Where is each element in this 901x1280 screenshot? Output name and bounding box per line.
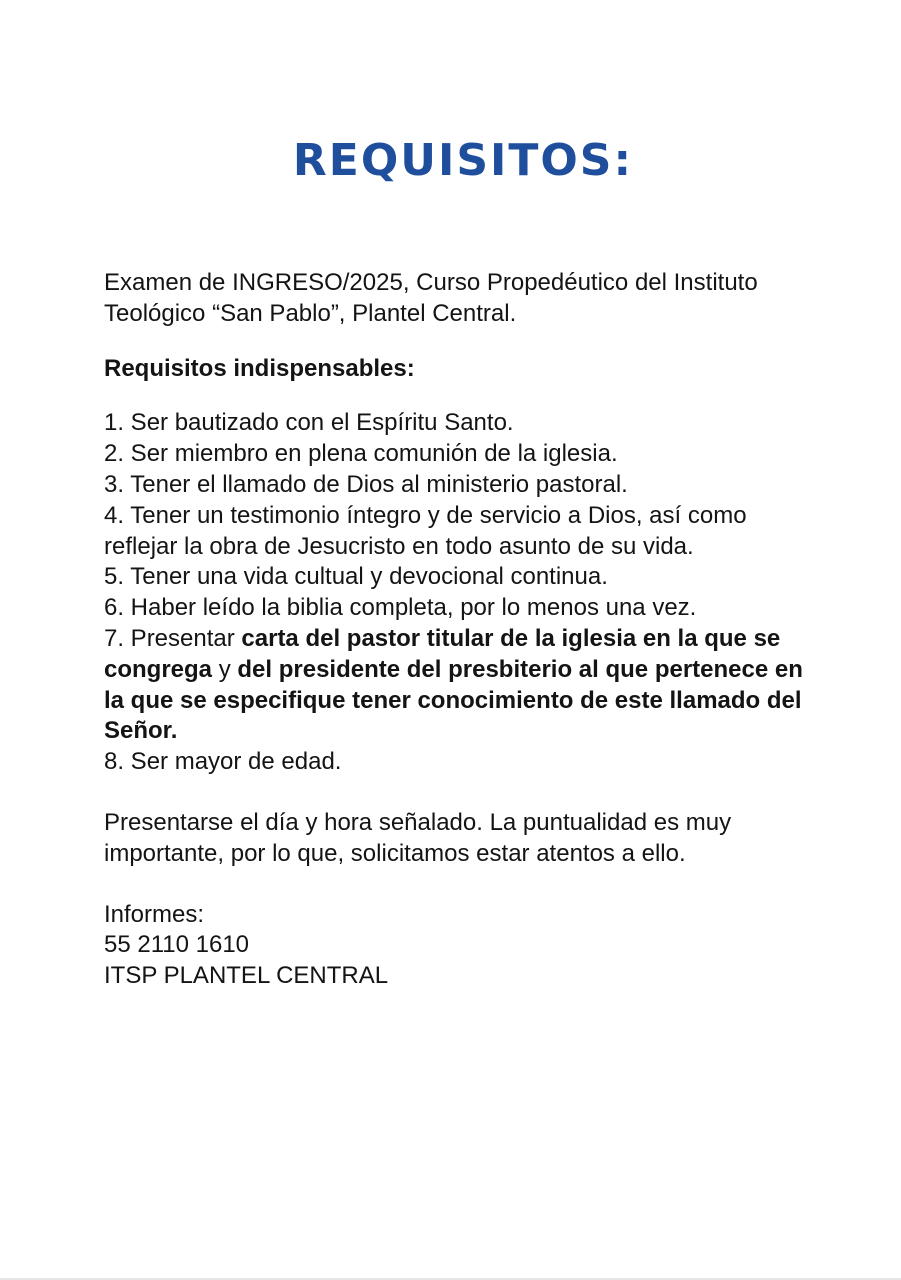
requirements-heading: Requisitos indispensables: [104,354,415,382]
contact-block [104,900,824,992]
requirement-item-6: 6. Haber leído la biblia completa, por lo menos una vez. [104,594,697,622]
contact-phone: 55 2110 1610 [104,931,250,959]
document-body [104,268,824,992]
spacer [104,384,824,408]
spacer [104,330,824,354]
requirement-7-bold-presbytery: del presidente del presbiterio al que pertenece en la que se especifique tener conocimiento de este llamado del Señor. [104,655,803,745]
requirement-item-1: 1. Ser bautizado con el Espíritu Santo. [104,409,514,437]
requirement-item-4: 4. Tener un testimonio íntegro y de servicio a Dios, así como reflejar la obra de Jesucristo en todo asunto de su vida. [104,501,747,560]
spacer [104,870,824,900]
requirement-7-bold-pastor-letter: carta del pastor titular de la iglesia en la que se congrega [104,624,781,683]
spacer [104,778,824,808]
requirement-7-prefix: 7. Presentar [104,624,242,652]
page-title: REQUISITOS: [292,135,634,186]
requirement-item-5: 5. Tener una vida cultual y devocional continua. [104,563,608,591]
requirement-item-7 [104,624,824,747]
contact-organization: ITSP PLANTEL CENTRAL [104,962,389,990]
requirement-item-8: 8. Ser mayor de edad. [104,748,342,776]
requirement-7-connector: y [212,655,238,683]
requirement-item-2: 2. Ser miembro en plena comunión de la iglesia. [104,440,618,468]
intro-paragraph: Examen de INGRESO/2025, Curso Propedéutico del Instituto Teológico “San Pablo”, Plantel Central. [104,269,758,327]
contact-label: Informes: [104,900,205,928]
requirement-item-3: 3. Tener el llamado de Dios al ministerio pastoral. [104,470,628,498]
requirements-list [104,408,824,778]
closing-paragraph: Presentarse el día y hora señalado. La puntualidad es muy importante, por lo que, solicitamos estar atentos a ello. [104,808,732,867]
